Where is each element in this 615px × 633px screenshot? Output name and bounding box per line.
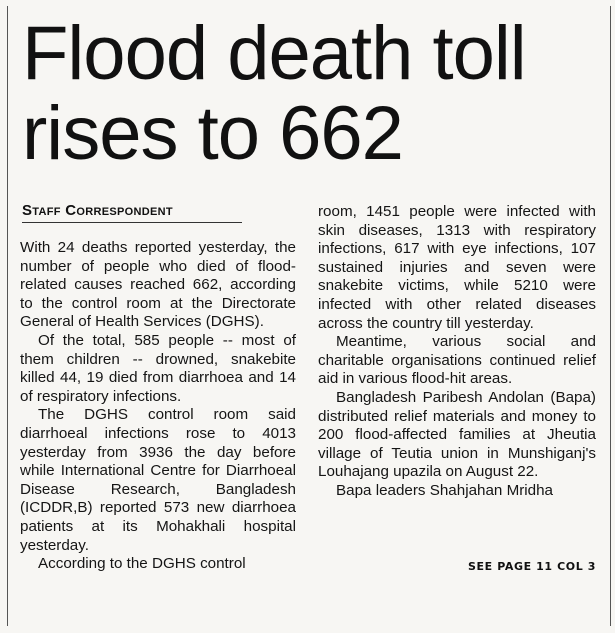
left-column-rule [7,6,8,626]
paragraph: Of the total, 585 people -- most of them children -- drowned, snakebite killed 44, 19 died from diarrhoea and 14 of respiratory infections. [20,331,296,405]
paragraph: Meantime, various social and charitable organisations continued relief aid in various flood-hit areas. [318,333,596,388]
paragraph: The DGHS control room said diarrhoeal infections rose to 4013 yesterday from 3936 the day before while International Centre for Diarrhoeal Disease Research, Bangladesh (ICDDR,B) reported 573 new diarrhoea patients at its Mohakhali hospital yesterday. [20,406,296,554]
headline-line-2: rises to 662 [22,91,403,176]
right-column-rule [610,6,611,626]
headline [22,11,602,176]
paragraph: Bangladesh Paribesh Andolan (Bapa) distributed relief materials and money to 200 flood-affected families at Jheutia village of Teutia union in Munshiganj's Louhajang upazila on August 22. [318,388,596,481]
article-column-1 [20,239,296,574]
byline-block [22,202,294,223]
paragraph: Bapa leaders Shahjahan Mridha [336,481,553,499]
paragraph: According to the DGHS control [38,555,246,573]
paragraph: room, 1451 people were infected with skin diseases, 1313 with respiratory infections, 617 with eye infections, 107 sustained injuries and seven were snakebite victims, while 5210 were infected with other related diseases across the country till yesterday. [318,203,596,332]
byline: Staff Correspondent [22,202,242,223]
headline-line-1: Flood death toll [22,11,526,96]
continued-jump-line: SEE PAGE 11 COL 3 [468,560,596,573]
paragraph: With 24 deaths reported yesterday, the number of people who died of flood-related causes reached 662, according to the control room at the Directorate General of Health Services (DGHS). [20,239,296,331]
article-column-2 [318,203,596,501]
